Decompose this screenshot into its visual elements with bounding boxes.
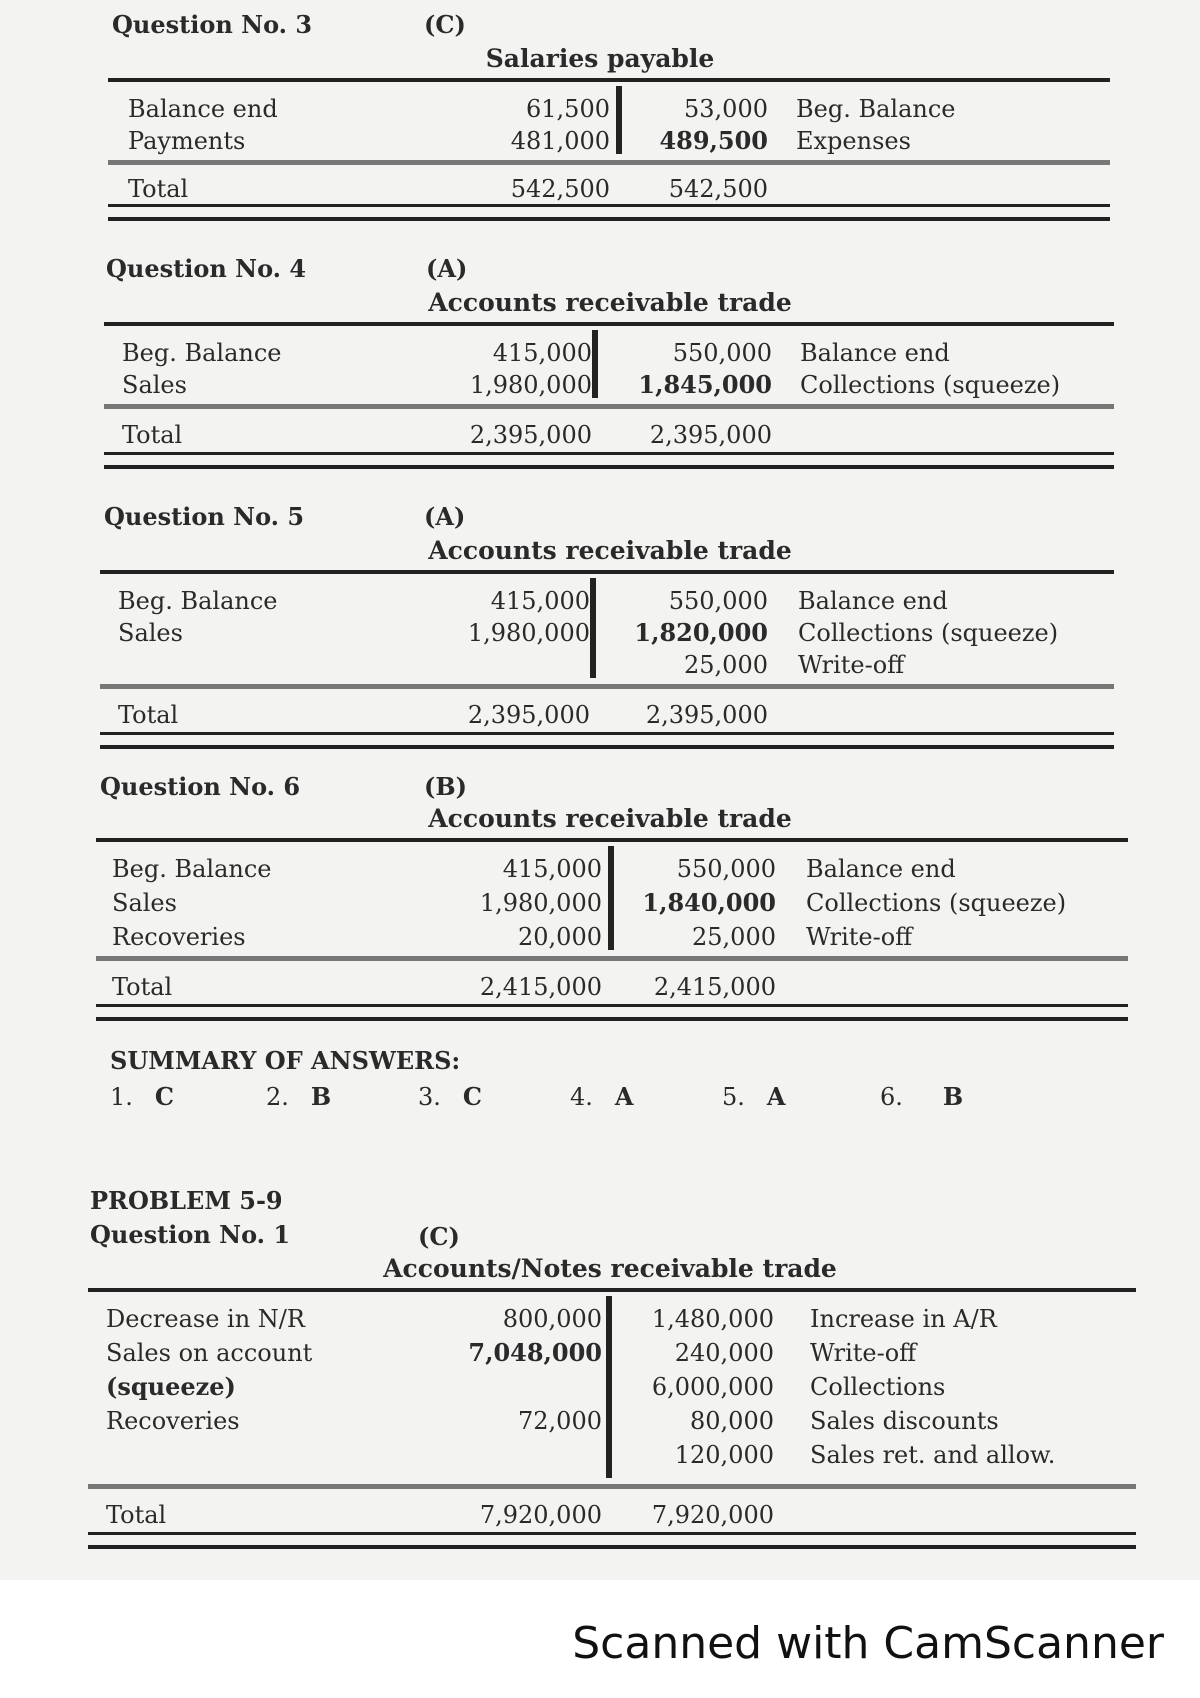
p59-row-right-label: Write-off: [810, 1339, 917, 1367]
q5-t-account: [100, 570, 1114, 756]
p59-question-1-choice: (C): [418, 1222, 460, 1251]
q4-row-left-value: 415,000: [492, 339, 592, 367]
q4-row-right-label: Balance end: [800, 339, 950, 367]
q5-row-right-label: Balance end: [798, 587, 948, 615]
p59-subtotal-rule: [88, 1484, 1136, 1489]
question-4-choice: (A): [426, 254, 468, 283]
q4-total-label: Total: [122, 421, 183, 449]
p59-row-right-label: Sales discounts: [810, 1407, 999, 1435]
q5-row-left-label: Sales: [118, 619, 183, 647]
q3-row-right-label: Expenses: [796, 127, 911, 155]
q3-row-left-value: 61,500: [526, 95, 610, 123]
q5-row: [100, 584, 1114, 618]
q3-t-account: [108, 78, 1110, 222]
q6-row-left-label: Recoveries: [112, 923, 246, 951]
q5-total-label: Total: [118, 701, 179, 729]
p59-row-right-value: 6,000,000: [651, 1373, 774, 1401]
q4-total-row: [104, 418, 1114, 452]
q6-row: [96, 920, 1128, 954]
q4-t-account: [104, 322, 1114, 474]
q6-row-right-label: Balance end: [806, 855, 956, 883]
p59-row-left-value: 7,048,000: [468, 1338, 602, 1367]
q4-subtotal-rule: [104, 404, 1114, 409]
summary-item: [266, 1082, 331, 1111]
q3-row: [108, 92, 1110, 126]
p59-row-right-label: Increase in A/R: [810, 1305, 997, 1333]
q5-account-title: Accounts receivable trade: [428, 536, 792, 565]
q6-row-left-label: Sales: [112, 889, 177, 917]
question-5-heading: Question No. 5: [104, 502, 305, 531]
q3-row-right-label: Beg. Balance: [796, 95, 956, 123]
p59-row-right-label: Sales ret. and allow.: [810, 1441, 1056, 1469]
q6-total-right: 2,415,000: [653, 973, 776, 1001]
q3-total-row: [108, 172, 1110, 206]
q5-row: [100, 648, 1114, 682]
p59-question-1-heading: Question No. 1: [90, 1220, 291, 1249]
p59-row-right-value: 120,000: [674, 1441, 774, 1469]
p59-total-left: 7,920,000: [479, 1501, 602, 1529]
q6-row-right-value: 25,000: [692, 923, 776, 951]
q6-row: [96, 852, 1128, 886]
q6-total-label: Total: [112, 973, 173, 1001]
q5-total-left: 2,395,000: [467, 701, 590, 729]
q5-total-right: 2,395,000: [645, 701, 768, 729]
summary-num: 4.: [570, 1083, 593, 1111]
q6-row-right-label: Write-off: [806, 923, 913, 951]
p59-row-left-label: Decrease in N/R: [106, 1305, 305, 1333]
p59-row-left-value: 800,000: [502, 1305, 602, 1333]
summary-title: SUMMARY OF ANSWERS:: [110, 1046, 461, 1075]
q3-row-right-value: 53,000: [684, 95, 768, 123]
q5-row: [100, 616, 1114, 650]
q3-total-right: 542,500: [668, 175, 768, 203]
question-3-choice: (C): [424, 10, 466, 39]
summary-item: [110, 1082, 174, 1111]
q5-row-right-value: 25,000: [684, 651, 768, 679]
q6-row-right-value: 1,840,000: [642, 888, 776, 917]
scanner-footer: [0, 1580, 1200, 1698]
q6-row-left-value: 1,980,000: [479, 889, 602, 917]
p59-total-right: 7,920,000: [651, 1501, 774, 1529]
q3-subtotal-rule: [108, 160, 1110, 165]
summary-item: [722, 1082, 786, 1111]
q3-row-left-label: Balance end: [128, 95, 278, 123]
p59-row-right-value: 80,000: [690, 1407, 774, 1435]
p59-row-left-label: Recoveries: [106, 1407, 240, 1435]
q4-double-rule: [104, 452, 1114, 469]
q6-row-right-label: Collections (squeeze): [806, 889, 1067, 917]
q6-row: [96, 886, 1128, 920]
q5-total-row: [100, 698, 1114, 732]
q6-total-left: 2,415,000: [479, 973, 602, 1001]
q3-row-left-label: Payments: [128, 127, 246, 155]
p59-row: [88, 1404, 1136, 1438]
p59-total-row: [88, 1498, 1136, 1532]
question-5-choice: (A): [424, 502, 466, 531]
p59-row: [88, 1302, 1136, 1336]
q5-row-right-value: 550,000: [668, 587, 768, 615]
q4-row-right-label: Collections (squeeze): [800, 371, 1061, 399]
p59-account-title: Accounts/Notes receivable trade: [383, 1254, 837, 1283]
p59-row-right-label: Collections: [810, 1373, 946, 1401]
q4-row-left-value: 1,980,000: [469, 371, 592, 399]
summary-num: 2.: [266, 1083, 289, 1111]
p59-row: [88, 1438, 1136, 1472]
p59-row: [88, 1336, 1136, 1370]
q6-row-left-value: 415,000: [502, 855, 602, 883]
summary-item: [880, 1082, 963, 1111]
q3-account-title: Salaries payable: [485, 44, 715, 73]
summary-answer: B: [310, 1082, 332, 1111]
q6-account-title: Accounts receivable trade: [428, 804, 792, 833]
q6-row-left-label: Beg. Balance: [112, 855, 272, 883]
p59-row-left-value: 72,000: [518, 1407, 602, 1435]
q5-double-rule: [100, 732, 1114, 749]
q3-double-rule: [108, 204, 1110, 221]
q6-row-left-value: 20,000: [518, 923, 602, 951]
q3-row: [108, 124, 1110, 158]
summary-num: 3.: [418, 1083, 441, 1111]
q4-row-left-label: Beg. Balance: [122, 339, 282, 367]
p59-t-account: [88, 1288, 1136, 1552]
q4-total-right: 2,395,000: [649, 421, 772, 449]
p59-row: [88, 1370, 1136, 1404]
q3-total-label: Total: [128, 175, 189, 203]
problem-heading: PROBLEM 5-9: [90, 1186, 283, 1215]
q6-double-rule: [96, 1004, 1128, 1021]
summary-answer: C: [154, 1082, 175, 1111]
q5-row-right-label: Collections (squeeze): [798, 619, 1059, 647]
summary-answer: A: [614, 1082, 634, 1111]
summary-item: [570, 1082, 634, 1111]
q4-row-right-value: 550,000: [672, 339, 772, 367]
p59-row-left-label: Sales on account: [106, 1339, 313, 1367]
summary-item: [418, 1082, 482, 1111]
q5-row-left-value: 415,000: [490, 587, 590, 615]
summary-answer: A: [766, 1082, 786, 1111]
q4-row-left-label: Sales: [122, 371, 187, 399]
summary-num: 6.: [880, 1083, 903, 1111]
q4-row: [104, 368, 1114, 402]
question-4-heading: Question No. 4: [106, 254, 307, 283]
p59-row-left-label: (squeeze): [106, 1372, 236, 1401]
summary-answer: B: [942, 1082, 964, 1111]
q4-total-left: 2,395,000: [469, 421, 592, 449]
p59-total-label: Total: [106, 1501, 167, 1529]
summary-num: 1.: [110, 1083, 133, 1111]
p59-row-right-value: 1,480,000: [651, 1305, 774, 1333]
question-6-heading: Question No. 6: [100, 772, 301, 801]
q5-row-left-value: 1,980,000: [467, 619, 590, 647]
scanner-watermark-text: Scanned with CamScanner: [572, 1618, 1164, 1669]
q4-row-right-value: 1,845,000: [638, 370, 772, 399]
question-3-heading: Question No. 3: [112, 10, 313, 39]
summary-answer: C: [462, 1082, 483, 1111]
q3-row-right-value: 489,500: [659, 126, 768, 155]
p59-row-right-value: 240,000: [674, 1339, 774, 1367]
q5-row-left-label: Beg. Balance: [118, 587, 278, 615]
p59-double-rule: [88, 1532, 1136, 1549]
q6-subtotal-rule: [96, 956, 1128, 961]
q5-row-right-label: Write-off: [798, 651, 905, 679]
question-6-choice: (B): [424, 772, 467, 801]
q4-account-title: Accounts receivable trade: [428, 288, 792, 317]
q5-subtotal-rule: [100, 684, 1114, 689]
q6-row-right-value: 550,000: [676, 855, 776, 883]
q4-row: [104, 336, 1114, 370]
q3-total-left: 542,500: [510, 175, 610, 203]
q6-total-row: [96, 970, 1128, 1004]
q3-row-left-value: 481,000: [510, 127, 610, 155]
q6-t-account: [96, 838, 1128, 1028]
summary-num: 5.: [722, 1083, 745, 1111]
q5-row-right-value: 1,820,000: [634, 618, 768, 647]
